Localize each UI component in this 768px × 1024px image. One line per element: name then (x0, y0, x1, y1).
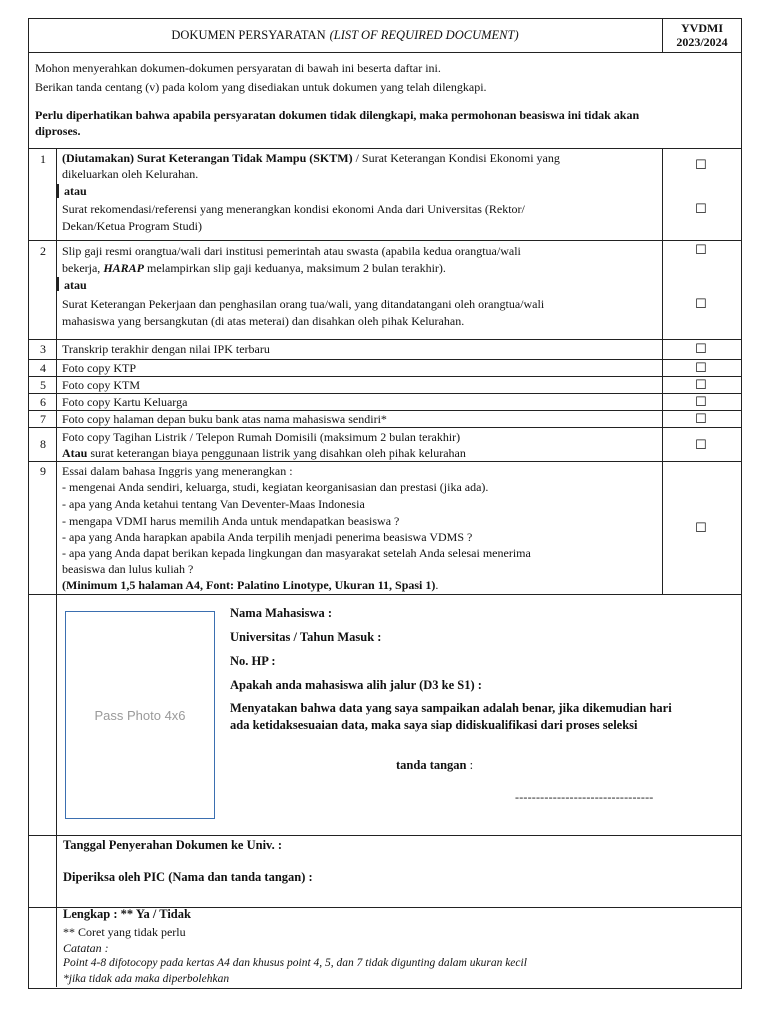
signature-line: --------------------------------- (515, 790, 654, 804)
code-line1: YVDMI (681, 21, 723, 35)
item1-b-line1: Surat rekomendasi/referensi yang menerangkan kondisi ekonomi Anda dari Universitas (Rektor/ (62, 202, 525, 216)
rule-student (28, 835, 742, 836)
item1-a-checkbox[interactable]: ☐ (695, 157, 707, 172)
item4-number: 4 (40, 361, 46, 375)
rule-or-2 (57, 277, 59, 291)
rule-intro (28, 148, 742, 149)
pass-photo-label: Pass Photo 4x6 (94, 707, 186, 723)
item2-a-post: melampirkan slip gaji keduanya, maksimum 2 bulan terakhir). (144, 261, 446, 275)
strike-note: ** Coret yang tidak perlu (63, 925, 186, 939)
item8-line1: Foto copy Tagihan Listrik / Telepon Rumah Domisili (maksimum 2 bulan terakhir) (62, 430, 461, 444)
item2-b-line1: Surat Keterangan Pekerjaan dan penghasilan orang tua/wali, yang ditandatangani oleh orangtua/wali (62, 297, 545, 311)
item9-line6: - apa yang Anda dapat berikan kepada lingkungan dan masyarakat setelah Anda selesai menerima (62, 546, 531, 560)
rule-check-column (662, 148, 663, 594)
rule-item2 (28, 339, 742, 340)
pic-check-label: Diperiksa oleh PIC (Nama dan tanda tangan) : (63, 870, 313, 884)
signature-label-row (396, 758, 473, 773)
note-1: Point 4-8 difotocopy pada kertas A4 dan khusus point 4, 5, dan 7 tidak digunting dalam ukuran kecil (63, 957, 527, 969)
code-line2: 2023/2024 (676, 35, 728, 49)
rule-item9 (28, 594, 742, 595)
statement-line1: Menyatakan bahwa data yang saya sampaikan adalah benar, jika dikemudian hari (230, 701, 672, 715)
item5-number: 5 (40, 378, 46, 392)
item1-option-a (62, 150, 662, 166)
intro-line2: Berikan tanda centang (v) pada kolom yang disediakan untuk dokumen yang telah dilengkapi. (35, 80, 487, 94)
item9-line5: - apa yang Anda harapkan apabila Anda terpilih menjadi penerima beasiswa VDMS ? (62, 530, 473, 544)
item2-a-checkbox[interactable]: ☐ (695, 242, 707, 257)
item5-text: Foto copy KTM (62, 378, 140, 392)
item6-text: Foto copy Kartu Keluarga (62, 395, 188, 409)
item1-number: 1 (40, 152, 46, 166)
note-2: *jika tidak ada maka diperbolehkan (63, 973, 230, 985)
item1-b-line2: Dekan/Ketua Program Studi) (62, 219, 202, 233)
document-code (662, 18, 742, 52)
phone-label: No. HP : (230, 654, 276, 668)
item1-a-bold: (Diutamakan) Surat Keterangan Tidak Mampu (SKTM) (62, 151, 356, 165)
signature-colon: : (466, 758, 474, 772)
item7-text: Foto copy halaman depan buku bank atas nama mahasiswa sendiri* (62, 412, 387, 426)
title-italic: (LIST OF REQUIRED DOCUMENT) (329, 27, 519, 42)
item4-text: Foto copy KTP (62, 361, 137, 375)
item6-checkbox[interactable]: ☐ (695, 394, 707, 409)
rule-number-column (56, 148, 57, 987)
item7-checkbox[interactable]: ☐ (695, 411, 707, 426)
item9-line7: beasiswa dan lulus kuliah ? (62, 562, 194, 576)
transfer-label: Apakah anda mahasiswa alih jalur (D3 ke S1) : (230, 678, 482, 692)
item2-b-line2: mahasiswa yang bersangkutan (di atas meterai) dan disahkan oleh pihak Kelurahan. (62, 314, 465, 328)
item1-a-rest: / Surat Keterangan Kondisi Ekonomi yang (355, 151, 560, 165)
item3-number: 3 (40, 342, 46, 356)
item8-number: 8 (40, 437, 46, 451)
item8-checkbox[interactable]: ☐ (695, 437, 707, 452)
document-title (28, 18, 662, 52)
university-label: Universitas / Tahun Masuk : (230, 630, 382, 644)
notes-title: Catatan : (63, 941, 109, 955)
item5-checkbox[interactable]: ☐ (695, 377, 707, 392)
item9-line4: - mengapa VDMI harus memilih Anda untuk mendapatkan beasiswa ? (62, 514, 400, 528)
item8-or: Atau (62, 446, 88, 460)
item9-line3: - apa yang Anda ketahui tentang Van Deventer-Maas Indonesia (62, 497, 365, 511)
item1-or: atau (64, 184, 87, 198)
item2-or: atau (64, 278, 87, 292)
item9-note (62, 577, 662, 593)
item9-note-end: . (435, 578, 439, 592)
rule-header (28, 52, 742, 53)
item6-number: 6 (40, 395, 46, 409)
intro-warning-line2: diproses. (35, 124, 81, 138)
item1-a-line2: dikeluarkan oleh Kelurahan. (62, 167, 199, 181)
submission-date-label: Tanggal Penyerahan Dokumen ke Univ. : (63, 838, 283, 852)
item9-checkbox[interactable]: ☐ (695, 520, 707, 535)
intro-warning-line1: Perlu diperhatikan bahwa apabila persyaratan dokumen tidak dilengkapi, maka permohonan beasiswa ini tidak akan (35, 108, 640, 122)
title-main: DOKUMEN PERSYARATAN (171, 27, 326, 42)
student-name-label: Nama Mahasiswa : (230, 606, 333, 620)
item9-note-bold: (Minimum 1,5 halaman A4, Font: Palatino Linotype, Ukuran 11, Spasi 1) (62, 578, 436, 592)
item9-line2: - mengenai Anda sendiri, keluarga, studi, kegiatan keorganisasian dan prestasi (jika ada). (62, 480, 489, 494)
rule-or-1 (57, 184, 59, 198)
item2-a-line2 (62, 260, 662, 276)
item3-checkbox[interactable]: ☐ (695, 341, 707, 356)
rule-item8 (28, 461, 742, 462)
item8-line2 (62, 445, 662, 461)
signature-label: tanda tangan (396, 758, 467, 772)
item2-a-line1: Slip gaji resmi orangtua/wali dari institusi pemerintah atau swasta (apabila kedua orangtua/wali (62, 244, 521, 258)
item3-text: Transkrip terakhir dengan nilai IPK terbaru (62, 342, 270, 356)
statement-line2: ada ketidaksesuaian data, maka saya siap didiskualifikasi dari proses seleksi (230, 718, 638, 732)
rule-item1 (28, 240, 742, 241)
item2-b-checkbox[interactable]: ☐ (695, 296, 707, 311)
item9-number: 9 (40, 464, 46, 478)
rule-item7 (28, 427, 742, 428)
intro-line1: Mohon menyerahkan dokumen-dokumen persyaratan di bawah ini beserta daftar ini. (35, 61, 441, 75)
item4-checkbox[interactable]: ☐ (695, 360, 707, 375)
item9-line1: Essai dalam bahasa Inggris yang menerangkan : (62, 464, 293, 478)
item2-a-em: HARAP (103, 261, 144, 275)
complete-label: Lengkap : ** Ya / Tidak (63, 907, 191, 921)
item2-number: 2 (40, 244, 46, 258)
pass-photo-placeholder (65, 611, 215, 819)
item8-line2-rest: surat keterangan biaya penggunaan listrik yang disahkan oleh pihak kelurahan (87, 446, 466, 460)
item2-a-pre: bekerja, (62, 261, 104, 275)
item1-b-checkbox[interactable]: ☐ (695, 201, 707, 216)
item7-number: 7 (40, 412, 46, 426)
